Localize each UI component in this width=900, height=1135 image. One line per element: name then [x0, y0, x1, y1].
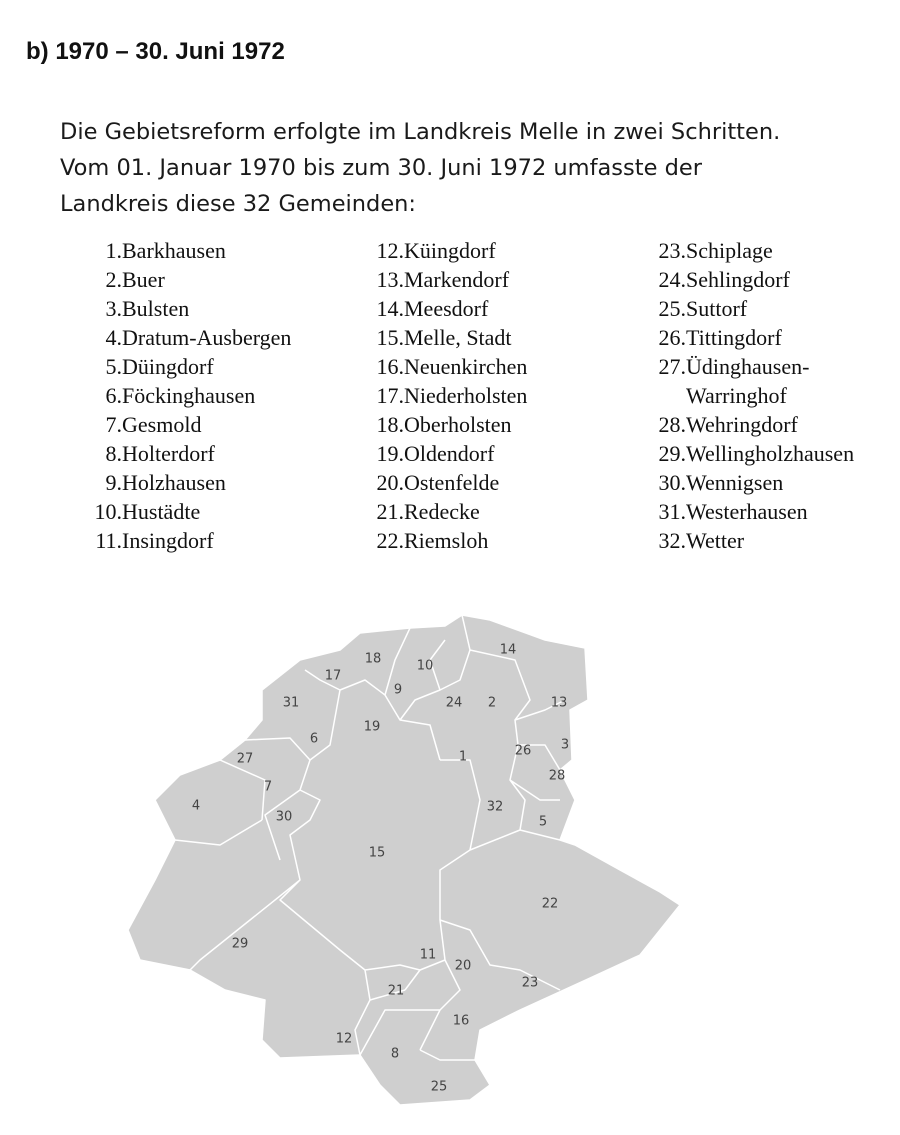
municipality-item: [650, 468, 854, 497]
municipality-item: [368, 323, 527, 352]
map-label-27: 27: [236, 751, 254, 767]
municipality-number: 30.: [658, 470, 686, 495]
intro-paragraph: [60, 114, 860, 222]
municipality-name: Niederholsten: [404, 383, 528, 408]
municipality-name: Gesmold: [122, 412, 202, 437]
municipality-number: 28.: [658, 412, 686, 437]
municipality-number: 1.: [105, 238, 122, 263]
municipality-item: [650, 236, 854, 265]
municipality-name: Warringhof: [686, 383, 787, 408]
municipality-name: Küingdorf: [404, 238, 496, 263]
municipality-name: Wehringdorf: [686, 412, 798, 437]
municipality-name: Sehlingdorf: [686, 267, 790, 292]
municipality-name: Barkhausen: [122, 238, 226, 263]
municipality-name: Dratum-Ausbergen: [122, 325, 292, 350]
municipality-number: 26.: [658, 325, 686, 350]
map-label-28: 28: [548, 768, 566, 784]
map-label-1: 1: [458, 749, 468, 765]
municipality-name: Wennigsen: [686, 470, 784, 495]
municipality-number: 7.: [105, 412, 122, 437]
municipality-item: [82, 265, 291, 294]
municipality-number: 4.: [105, 325, 122, 350]
map-label-17: 17: [324, 668, 342, 684]
municipality-item: [368, 265, 527, 294]
municipality-item: [82, 439, 291, 468]
map-label-5: 5: [538, 814, 548, 830]
municipality-item: [368, 468, 527, 497]
municipality-name: Holterdorf: [122, 441, 215, 466]
intro-line-1: Die Gebietsreform erfolgte im Landkreis Melle in zwei Schritten.: [60, 119, 781, 145]
map-label-14: 14: [499, 642, 517, 658]
municipality-item: [368, 526, 527, 555]
map-label-25: 25: [430, 1079, 448, 1095]
map-label-32: 32: [486, 799, 504, 815]
municipality-number: 25.: [658, 296, 686, 321]
municipality-name: Tittingdorf: [686, 325, 782, 350]
municipality-list-column-1: [82, 236, 291, 555]
municipality-name: Hustädte: [122, 499, 201, 524]
municipality-item: [650, 323, 854, 352]
map-label-16: 16: [452, 1013, 470, 1029]
map-label-29: 29: [231, 936, 249, 952]
municipality-item: [368, 381, 527, 410]
municipality-item: [368, 236, 527, 265]
municipality-number: 27.: [658, 354, 686, 379]
map-label-19: 19: [363, 719, 381, 735]
map-label-20: 20: [454, 958, 472, 974]
municipality-item: [650, 410, 854, 439]
municipality-list-column-3: [650, 236, 854, 555]
municipality-item: [82, 294, 291, 323]
municipality-list-column-2: [368, 236, 527, 555]
municipality-item: [650, 439, 854, 468]
municipality-item: [82, 497, 291, 526]
map-label-22: 22: [541, 896, 559, 912]
map-label-11: 11: [419, 947, 437, 963]
municipality-name: Riemsloh: [404, 528, 489, 553]
municipality-number: 32.: [658, 528, 686, 553]
municipality-number: 21.: [376, 499, 404, 524]
municipality-number: 8.: [105, 441, 122, 466]
map-label-2: 2: [487, 695, 497, 711]
municipality-name: Föckinghausen: [122, 383, 256, 408]
municipality-item: [368, 352, 527, 381]
municipality-item: [82, 323, 291, 352]
municipality-name: Suttorf: [686, 296, 748, 321]
map-label-24: 24: [445, 695, 463, 711]
municipality-number: 23.: [658, 238, 686, 263]
municipality-name: Redecke: [404, 499, 480, 524]
municipality-item: [82, 468, 291, 497]
municipality-item: [82, 526, 291, 555]
intro-line-2: Vom 01. Januar 1970 bis zum 30. Juni 1972 umfasste der: [60, 155, 702, 181]
municipality-name: Üdinghausen-: [686, 354, 810, 379]
map-label-15: 15: [368, 845, 386, 861]
municipality-number: 17.: [376, 383, 404, 408]
map-label-8: 8: [390, 1046, 400, 1062]
map-label-9: 9: [393, 682, 403, 698]
municipality-name: Markendorf: [404, 267, 510, 292]
municipality-item: [650, 352, 854, 381]
municipality-name: Insingdorf: [122, 528, 214, 553]
municipality-number: 9.: [105, 470, 122, 495]
municipality-number: 16.: [376, 354, 404, 379]
map-outline: [128, 615, 680, 1105]
municipality-item: [650, 265, 854, 294]
map-label-18: 18: [364, 651, 382, 667]
municipality-number: 5.: [105, 354, 122, 379]
municipality-item: [82, 381, 291, 410]
municipality-name: Bulsten: [122, 296, 190, 321]
municipality-number: 22.: [376, 528, 404, 553]
municipality-number: 13.: [376, 267, 404, 292]
municipality-item: [82, 352, 291, 381]
map-label-21: 21: [387, 983, 405, 999]
map-label-3: 3: [560, 737, 570, 753]
municipality-number: 15.: [376, 325, 404, 350]
municipality-number: 31.: [658, 499, 686, 524]
municipality-number: 20.: [376, 470, 404, 495]
municipality-name: Oberholsten: [404, 412, 512, 437]
municipality-item: [650, 294, 854, 323]
map-label-10: 10: [416, 658, 434, 674]
municipality-number: 18.: [376, 412, 404, 437]
municipality-number: 6.: [105, 383, 122, 408]
municipality-name: Meesdorf: [404, 296, 489, 321]
map-label-7: 7: [263, 779, 273, 795]
district-map: [0, 600, 900, 1135]
municipality-name: Wetter: [686, 528, 745, 553]
map-label-23: 23: [521, 975, 539, 991]
municipality-name: Melle, Stadt: [404, 325, 512, 350]
map-regions: [128, 615, 680, 1105]
municipality-name: Buer: [122, 267, 165, 292]
municipality-number: 14.: [376, 296, 404, 321]
municipality-number: 3.: [105, 296, 122, 321]
municipality-item: [368, 497, 527, 526]
section-heading: b) 1970 – 30. Juni 1972: [26, 38, 285, 65]
municipality-number: 19.: [376, 441, 404, 466]
map-label-13: 13: [550, 695, 568, 711]
municipality-number: 24.: [658, 267, 686, 292]
municipality-item: [82, 410, 291, 439]
municipality-item: [368, 294, 527, 323]
municipality-number: 29.: [658, 441, 686, 466]
municipality-number: 10.: [94, 499, 122, 524]
municipality-name: Schiplage: [686, 238, 773, 263]
municipality-number: 2.: [105, 267, 122, 292]
municipality-name: Oldendorf: [404, 441, 495, 466]
municipality-name: Westerhausen: [686, 499, 808, 524]
municipality-item: [368, 439, 527, 468]
municipality-item: [82, 236, 291, 265]
map-label-31: 31: [282, 695, 300, 711]
map-label-4: 4: [191, 798, 201, 814]
map-label-12: 12: [335, 1031, 353, 1047]
map-label-30: 30: [275, 809, 293, 825]
municipality-item: [368, 410, 527, 439]
municipality-number: 12.: [376, 238, 404, 263]
municipality-name: Holzhausen: [122, 470, 226, 495]
municipality-name: Ostenfelde: [404, 470, 500, 495]
municipality-name: Neuenkirchen: [404, 354, 528, 379]
municipality-name: Düingdorf: [122, 354, 214, 379]
map-label-26: 26: [514, 743, 532, 759]
municipality-item: [650, 381, 854, 410]
municipality-item: [650, 497, 854, 526]
map-label-6: 6: [309, 731, 319, 747]
municipality-number: 11.: [95, 528, 122, 553]
municipality-name: Wellingholzhausen: [686, 441, 855, 466]
municipality-item: [650, 526, 854, 555]
intro-line-3: Landkreis diese 32 Gemeinden:: [60, 191, 417, 217]
